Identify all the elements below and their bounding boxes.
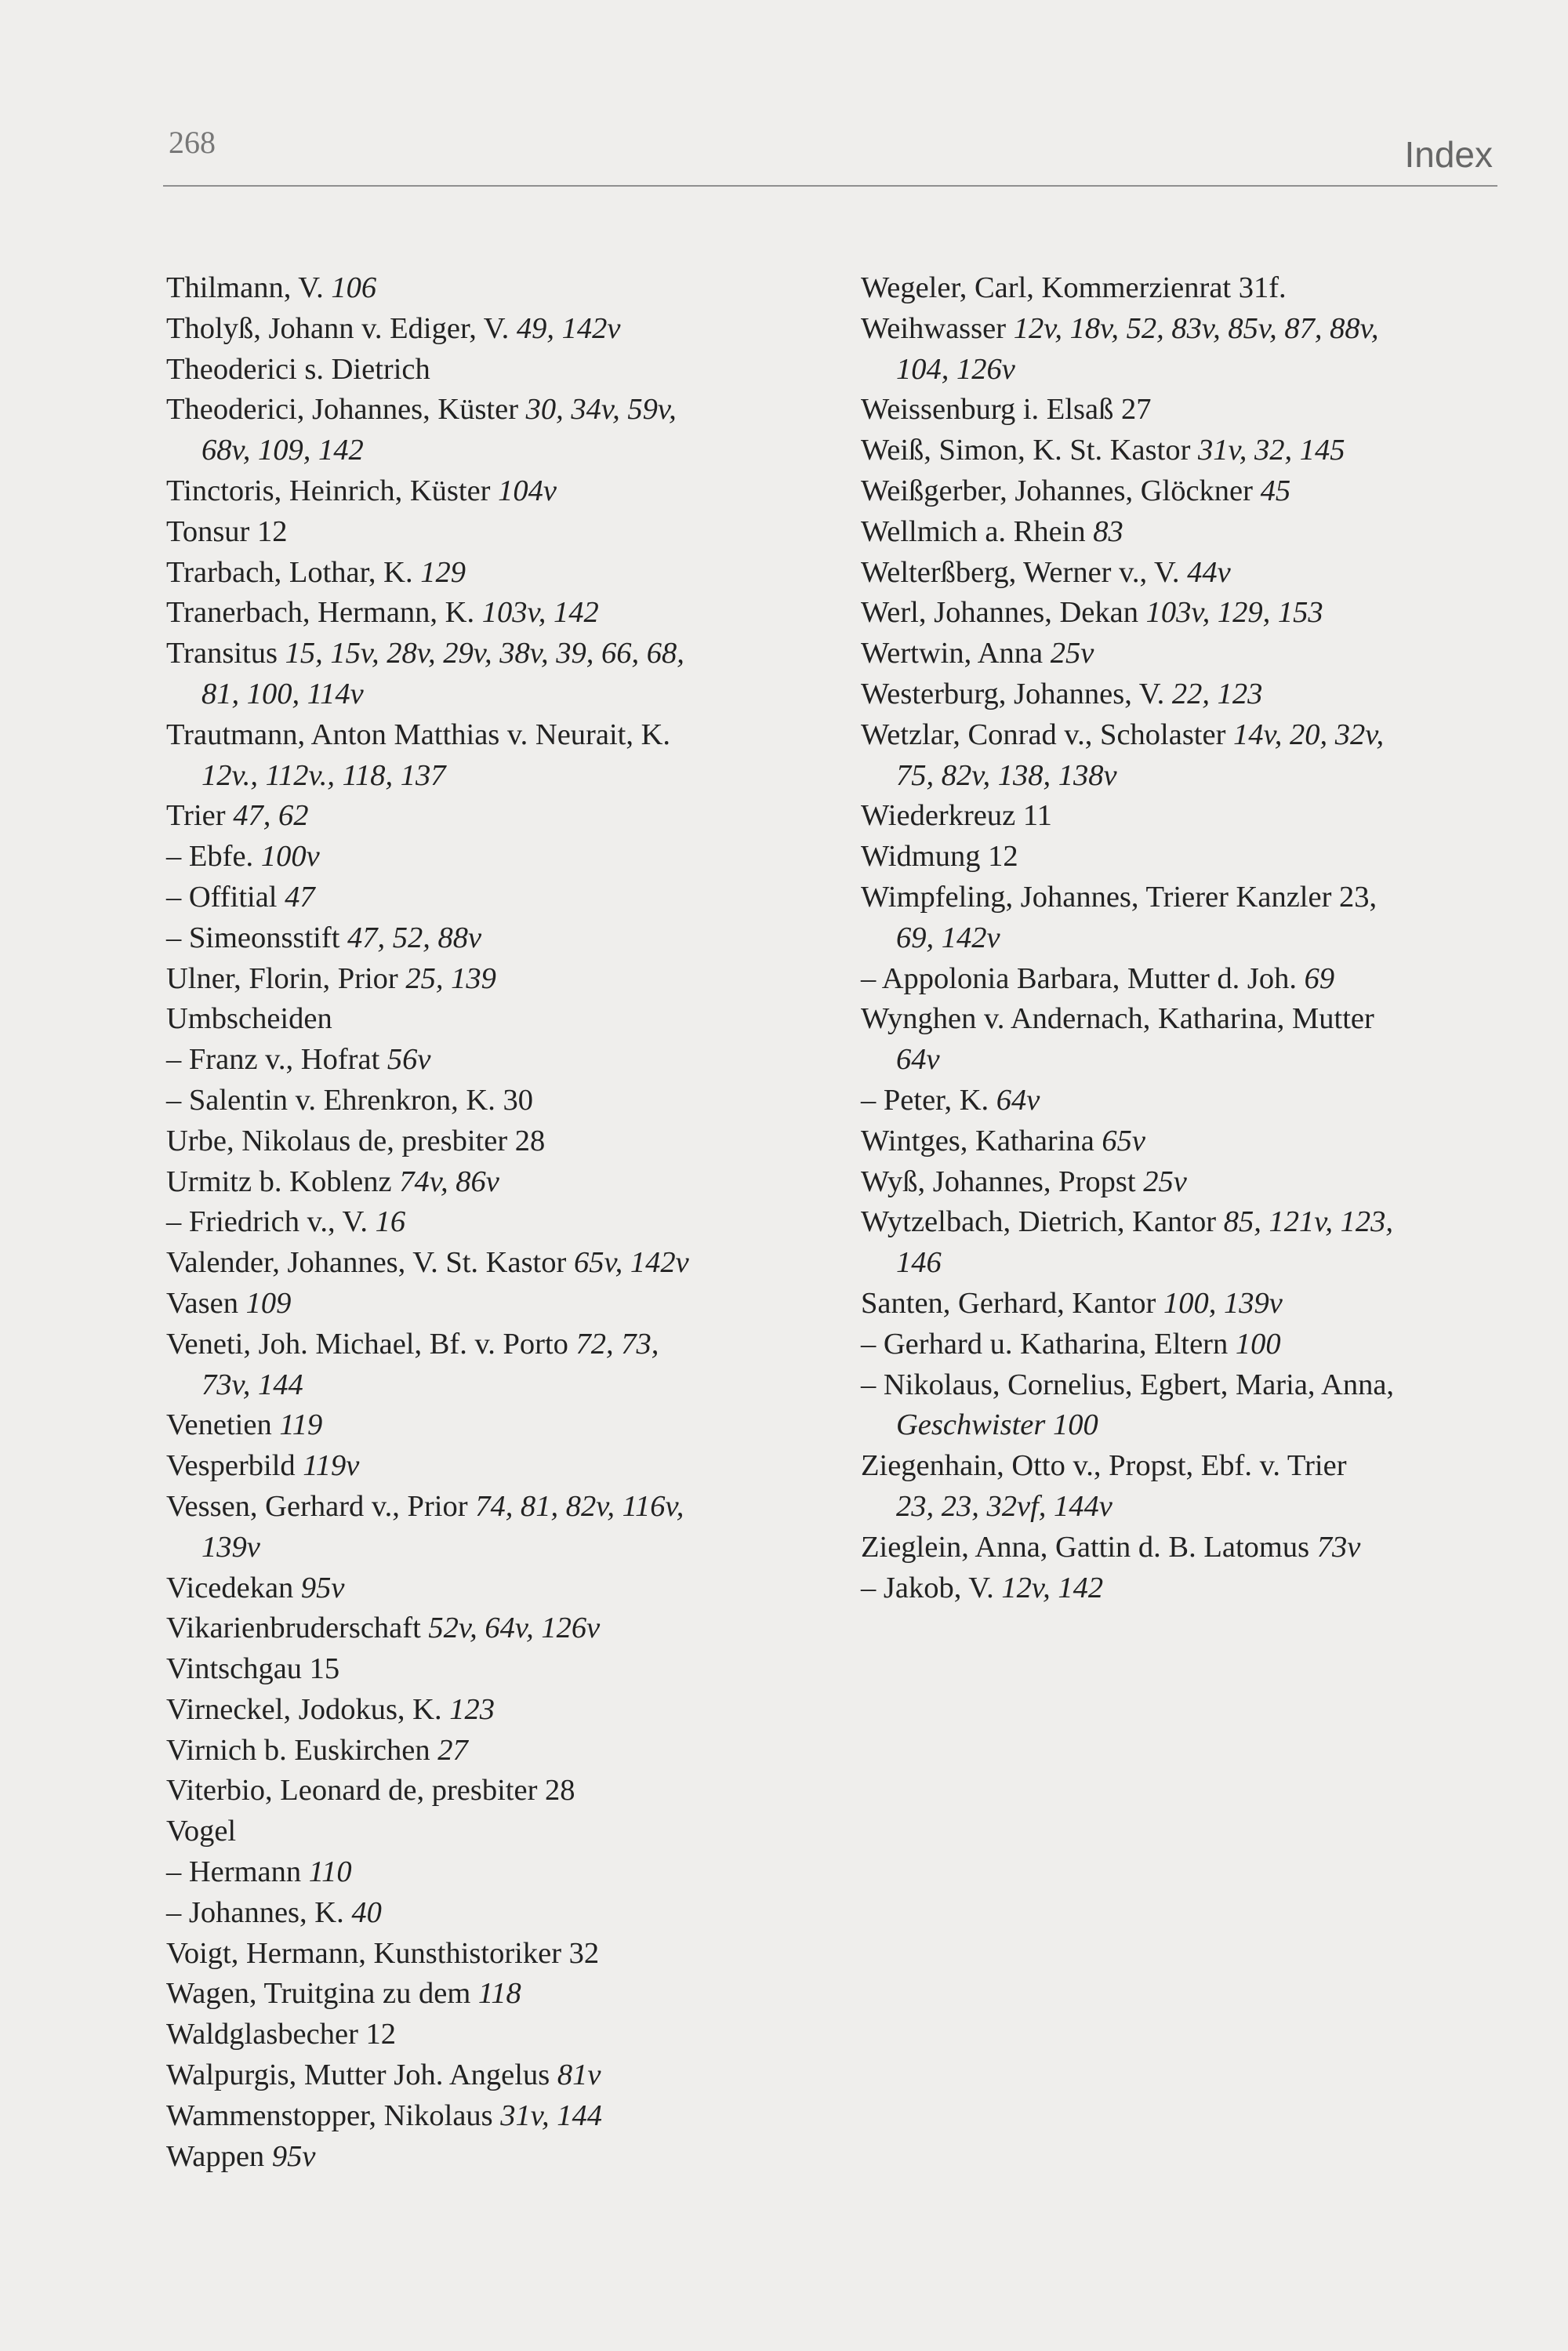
page-refs: 47	[285, 880, 315, 914]
index-entry-continuation	[861, 350, 1488, 391]
index-entry	[166, 1974, 809, 2015]
index-term: Wammenstopper, Nikolaus	[166, 2098, 493, 2132]
index-entry	[166, 309, 809, 350]
page-refs: 12v., 112v., 118, 137	[201, 758, 446, 792]
index-entry	[166, 1243, 809, 1284]
index-entry	[166, 512, 809, 553]
index-entry	[166, 471, 809, 512]
index-entry	[166, 1202, 809, 1243]
page-refs: 65v	[1102, 1124, 1146, 1157]
index-column-left	[166, 268, 809, 2177]
index-term: Tinctoris, Heinrich, Küster	[166, 474, 491, 507]
index-term: Weiß, Simon, K. St. Kastor	[861, 434, 1191, 467]
page-refs: 85, 121v, 123,	[1223, 1205, 1394, 1239]
index-term: Zieglein, Anna, Gattin d. B. Latomus	[861, 1530, 1310, 1564]
header-rule	[163, 185, 1497, 187]
index-entry-continuation	[166, 1365, 809, 1406]
index-term: – Peter, K.	[861, 1083, 989, 1117]
index-term: – Gerhard u. Katharina, Eltern	[861, 1327, 1229, 1361]
index-entry	[166, 1649, 809, 1690]
index-term: Vogel	[166, 1815, 237, 1848]
page-refs: 69	[1304, 961, 1335, 995]
index-entry	[861, 309, 1488, 350]
index-entry	[166, 1934, 809, 1975]
index-term: Waldglasbecher 12	[166, 2018, 397, 2051]
index-term: Wynghen v. Andernach, Katharina, Mutter	[861, 1002, 1374, 1036]
index-entry	[166, 1121, 809, 1162]
index-entry-continuation	[166, 674, 809, 715]
index-term: Virnich b. Euskirchen	[166, 1733, 430, 1767]
index-term: Wimpfeling, Johannes, Trierer Kanzler 23,	[861, 880, 1377, 914]
page-refs: 103v, 142	[481, 596, 599, 630]
page-refs: 23, 23, 32vf, 144v	[896, 1489, 1112, 1523]
index-entry	[166, 1852, 809, 1893]
index-entry-continuation	[861, 918, 1488, 959]
index-entry	[861, 634, 1488, 674]
index-entry-continuation	[861, 756, 1488, 797]
index-entry	[166, 1771, 809, 1811]
index-term: Wetzlar, Conrad v., Scholaster	[861, 718, 1226, 751]
index-entry	[861, 715, 1488, 756]
index-entry	[861, 878, 1488, 918]
page-refs: 25v	[1050, 637, 1094, 670]
index-entry	[166, 553, 809, 594]
index-entry	[166, 796, 809, 837]
page-refs: 104, 126v	[896, 352, 1015, 386]
index-term: Tonsur 12	[166, 514, 288, 548]
index-entry	[166, 1081, 809, 1121]
index-term: Trarbach, Lothar, K.	[166, 555, 413, 589]
index-term: – Offitial	[166, 880, 278, 914]
index-entry	[166, 999, 809, 1040]
index-term: – Jakob, V.	[861, 1571, 994, 1604]
page-refs: 25, 139	[405, 961, 496, 995]
index-entry	[861, 553, 1488, 594]
page-refs: 31v, 32, 145	[1198, 434, 1345, 467]
page-refs: 52v, 64v, 126v	[428, 1612, 601, 1645]
index-entry	[861, 1568, 1488, 1609]
page-refs: 69, 142v	[896, 921, 1000, 954]
index-entry	[166, 1731, 809, 1771]
index-term: Widmung 12	[861, 840, 1018, 874]
index-term: Wytzelbach, Dietrich, Kantor	[861, 1205, 1217, 1239]
index-term: Veneti, Joh. Michael, Bf. v. Porto	[166, 1327, 568, 1361]
index-term: Wappen	[166, 2139, 265, 2173]
index-term: Venetien	[166, 1408, 272, 1442]
index-term: Vicedekan	[166, 1571, 294, 1604]
page-refs: 74, 81, 82v, 116v,	[475, 1489, 684, 1523]
page-refs: 110	[308, 1855, 352, 1889]
page-refs: 31v, 144	[500, 2098, 602, 2132]
index-term: Umbscheiden	[166, 1002, 332, 1036]
index-entry	[861, 1324, 1488, 1365]
index-term: – Simeonsstift	[166, 921, 340, 954]
index-entry-continuation	[861, 1243, 1488, 1284]
index-entry	[861, 431, 1488, 471]
index-entry	[166, 1568, 809, 1609]
index-entry	[166, 634, 809, 674]
index-entry	[861, 999, 1488, 1040]
index-term: – Ebfe.	[166, 840, 254, 874]
index-entry	[166, 1446, 809, 1487]
index-entry	[166, 878, 809, 918]
index-term: – Nikolaus, Cornelius, Egbert, Maria, Anna,	[861, 1368, 1395, 1401]
page-refs: 64v	[996, 1083, 1040, 1117]
page-refs: 100v	[260, 840, 320, 874]
index-entry	[861, 1162, 1488, 1203]
page-refs: 75, 82v, 138, 138v	[896, 758, 1117, 792]
page-refs: 81, 100, 114v	[201, 677, 364, 710]
index-entry	[166, 2055, 809, 2096]
index-entry	[166, 1324, 809, 1365]
page-refs: 16	[375, 1205, 406, 1239]
index-entry	[861, 796, 1488, 837]
page-refs: 129	[420, 555, 466, 589]
index-term: Wiederkreuz 11	[861, 799, 1052, 833]
index-entry	[861, 1081, 1488, 1121]
index-term: Weihwasser	[861, 311, 1007, 345]
index-term: Transitus	[166, 637, 278, 670]
index-entry	[166, 1893, 809, 1934]
index-entry	[166, 1162, 809, 1203]
index-term: Wagen, Truitgina zu dem	[166, 1977, 471, 2011]
index-term: Wintges, Katharina	[861, 1124, 1094, 1157]
index-term: Ulner, Florin, Prior	[166, 961, 398, 995]
index-term: Theoderici, Johannes, Küster	[166, 393, 519, 427]
index-entry	[166, 1284, 809, 1324]
index-entry-continuation	[166, 756, 809, 797]
page-refs: 56v	[387, 1043, 431, 1077]
index-term: Tranerbach, Hermann, K.	[166, 596, 475, 630]
index-entry	[861, 1121, 1488, 1162]
index-term: – Salentin v. Ehrenkron, K. 30	[166, 1083, 533, 1117]
index-term: Santen, Gerhard, Kantor	[861, 1286, 1156, 1320]
page-refs: 12v, 18v, 52, 83v, 85v, 87, 88v,	[1013, 311, 1379, 345]
index-term: Vasen	[166, 1286, 238, 1320]
index-term: Theoderici s. Dietrich	[166, 352, 430, 386]
index-term: Ziegenhain, Otto v., Propst, Ebf. v. Trier	[861, 1449, 1347, 1483]
index-entry	[861, 1284, 1488, 1324]
index-entry	[166, 1405, 809, 1446]
page-refs: 104v	[498, 474, 557, 507]
page-refs: 106	[331, 271, 377, 304]
page-refs: 139v	[201, 1530, 260, 1564]
page-refs: 95v	[300, 1571, 345, 1604]
page-refs: 73v, 144	[201, 1368, 303, 1401]
page-refs: 95v	[271, 2139, 316, 2173]
index-entry	[861, 268, 1488, 309]
index-term: Welterßberg, Werner v., V.	[861, 555, 1180, 589]
page-refs: 123	[449, 1692, 495, 1726]
index-term: Wegeler, Carl, Kommerzienrat 31f.	[861, 271, 1287, 304]
page-refs: 83	[1093, 514, 1123, 548]
index-term: Voigt, Hermann, Kunsthistoriker 32	[166, 1936, 600, 1970]
index-entry	[166, 918, 809, 959]
index-entry	[166, 959, 809, 1000]
index-term: Urbe, Nikolaus de, presbiter 28	[166, 1124, 546, 1157]
page-refs: 15, 15v, 28v, 29v, 38v, 39, 66, 68,	[285, 637, 684, 670]
index-term: Vintschgau 15	[166, 1652, 340, 1686]
page-refs: 72, 73,	[575, 1327, 659, 1361]
index-entry	[166, 2137, 809, 2178]
page-refs: 40	[351, 1895, 382, 1929]
page-refs: 47, 62	[233, 799, 309, 833]
page-refs: 25v	[1143, 1165, 1187, 1198]
index-entry	[166, 1487, 809, 1528]
page-refs: 47, 52, 88v	[347, 921, 482, 954]
page-refs: 44v	[1187, 555, 1231, 589]
index-term: Wyß, Johannes, Propst	[861, 1165, 1136, 1198]
index-term: – Franz v., Hofrat	[166, 1043, 380, 1077]
index-entry	[861, 674, 1488, 715]
section-title: Index	[1404, 134, 1493, 175]
page-refs: 74v, 86v	[399, 1165, 499, 1198]
index-term: Valender, Johannes, V. St. Kastor	[166, 1246, 567, 1280]
page-refs: 12v, 142	[1001, 1571, 1104, 1604]
index-term: Wertwin, Anna	[861, 637, 1044, 670]
index-term: Vesperbild	[166, 1449, 296, 1483]
index-term: Virneckel, Jodokus, K.	[166, 1692, 442, 1726]
index-entry	[861, 837, 1488, 878]
page-refs: 64v	[896, 1043, 940, 1077]
index-entry	[166, 1608, 809, 1649]
index-term: – Appolonia Barbara, Mutter d. Joh.	[861, 961, 1298, 995]
index-entry	[166, 350, 809, 391]
page-refs: 100	[1235, 1327, 1281, 1361]
index-term: Werl, Johannes, Dekan	[861, 596, 1138, 630]
page-refs: 109	[245, 1286, 292, 1320]
page-refs: 103v, 129, 153	[1145, 596, 1323, 630]
index-entry-continuation	[166, 431, 809, 471]
index-term: – Friedrich v., V.	[166, 1205, 368, 1239]
index-term: – Hermann	[166, 1855, 302, 1889]
page-number: 268	[169, 125, 216, 160]
index-entry	[166, 1811, 809, 1852]
index-entry	[861, 1365, 1488, 1406]
index-entry	[861, 471, 1488, 512]
index-entry	[166, 268, 809, 309]
index-entry	[861, 1528, 1488, 1568]
index-entry-continuation	[861, 1487, 1488, 1528]
page-refs: 49, 142v	[516, 311, 621, 345]
index-entry-continuation	[166, 1528, 809, 1568]
index-term: – Johannes, K.	[166, 1895, 344, 1929]
index-entry	[861, 959, 1488, 1000]
index-entry	[861, 1202, 1488, 1243]
index-term: Vikarienbruderschaft	[166, 1612, 421, 1645]
page-refs: 100, 139v	[1163, 1286, 1283, 1320]
index-term: Thilmann, V.	[166, 271, 324, 304]
index-entry	[861, 593, 1488, 634]
index-term: Trautmann, Anton Matthias v. Neurait, K.	[166, 718, 671, 751]
page-refs: 118	[477, 1977, 521, 2011]
index-column-right	[861, 268, 1488, 1608]
index-entry	[166, 1690, 809, 1731]
index-entry	[861, 390, 1488, 431]
index-entry-continuation	[861, 1405, 1488, 1446]
page-refs: 68v, 109, 142	[201, 434, 364, 467]
page-refs: 27	[437, 1733, 468, 1767]
page-refs: Geschwister 100	[896, 1408, 1098, 1442]
index-term: Weissenburg i. Elsaß 27	[861, 393, 1152, 427]
index-entry	[166, 2096, 809, 2137]
page-refs: 14v, 20, 32v,	[1233, 718, 1385, 751]
index-term: Wellmich a. Rhein	[861, 514, 1086, 548]
index-entry	[166, 837, 809, 878]
page-refs: 45	[1260, 474, 1291, 507]
page-refs: 65v, 142v	[573, 1246, 689, 1280]
index-entry	[861, 512, 1488, 553]
page-refs: 22, 123	[1171, 677, 1263, 710]
page-refs: 73v	[1316, 1530, 1361, 1564]
page-refs: 119v	[303, 1449, 360, 1483]
index-entry-continuation	[861, 1040, 1488, 1081]
index-term: Viterbio, Leonard de, presbiter 28	[166, 1774, 575, 1808]
index-entry	[166, 2015, 809, 2055]
index-entry	[166, 593, 809, 634]
index-term: Tholyß, Johann v. Ediger, V.	[166, 311, 510, 345]
index-entry	[166, 390, 809, 431]
page-refs: 119	[279, 1408, 323, 1442]
index-term: Vessen, Gerhard v., Prior	[166, 1489, 468, 1523]
page-refs: 81v	[557, 2058, 601, 2092]
index-entry	[166, 1040, 809, 1081]
index-term: Walpurgis, Mutter Joh. Angelus	[166, 2058, 550, 2092]
index-term: Weißgerber, Johannes, Glöckner	[861, 474, 1253, 507]
page-refs: 146	[896, 1246, 942, 1280]
page-refs: 30, 34v, 59v,	[525, 393, 677, 427]
index-term: Urmitz b. Koblenz	[166, 1165, 392, 1198]
index-entry	[861, 1446, 1488, 1487]
index-term: Trier	[166, 799, 226, 833]
index-term: Westerburg, Johannes, V.	[861, 677, 1165, 710]
index-entry	[166, 715, 809, 756]
